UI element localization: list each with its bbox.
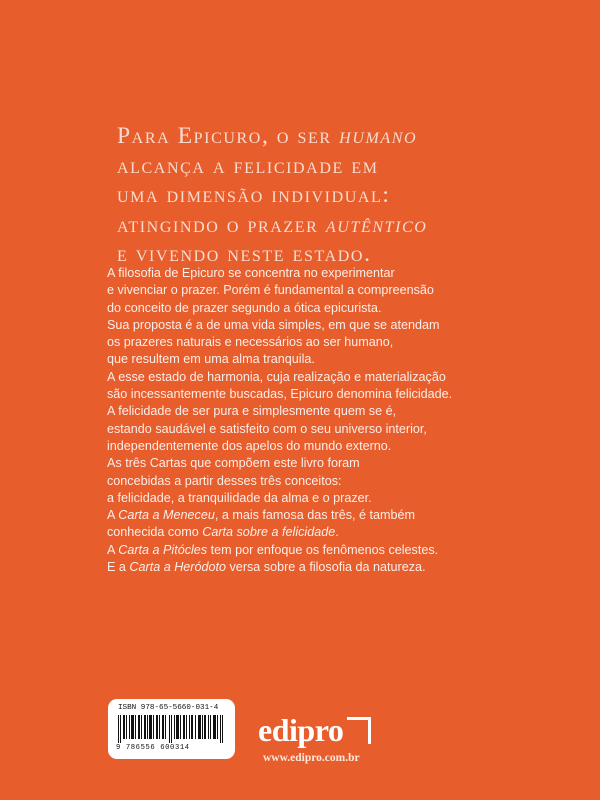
synopsis-line: A felicidade de ser pura e simplesmente quem se é, bbox=[107, 404, 397, 419]
book-title-italic: Carta sobre a felicidade bbox=[202, 525, 336, 540]
synopsis-text-run: , a mais famosa das três, é também bbox=[214, 508, 416, 523]
quote-line: e vivendo neste estado. bbox=[117, 241, 372, 267]
publisher-logo bbox=[258, 713, 376, 753]
quote-text: atingindo o prazer bbox=[117, 211, 326, 238]
synopsis-text-run: A bbox=[107, 508, 119, 523]
barcode-digits: 9 786556 600314 bbox=[116, 744, 190, 752]
synopsis-text-run: tem por enfoque os fenômenos celestes. bbox=[207, 542, 439, 557]
synopsis-line: do conceito de prazer segundo a ótica epicurista. bbox=[107, 300, 382, 315]
synopsis-text bbox=[107, 265, 577, 576]
synopsis-text-run: versa sobre a filosofia da natureza. bbox=[226, 560, 426, 575]
synopsis-text-run: . bbox=[335, 525, 339, 540]
synopsis-line: As três Cartas que compõem este livro foram bbox=[107, 456, 360, 471]
barcode-panel bbox=[108, 699, 235, 759]
quote-emphasis: humano bbox=[339, 123, 418, 149]
book-title-italic: Carta a Pitócles bbox=[118, 542, 208, 557]
synopsis-text-run: A bbox=[107, 542, 119, 557]
quote-line: alcança a felicidade em bbox=[117, 152, 379, 179]
synopsis-line: estando saudável e satisfeito com o seu universo interior, bbox=[107, 421, 427, 436]
book-title-italic: Carta a Meneceu bbox=[118, 508, 215, 523]
synopsis-line: que resultem em uma alma tranquila. bbox=[107, 352, 315, 367]
synopsis-line: concebidas a partir desses três conceitos: bbox=[107, 473, 342, 488]
barcode-icon bbox=[116, 715, 228, 743]
synopsis-line: Sua proposta é a de uma vida simples, em que se atendam bbox=[107, 317, 440, 332]
synopsis-line bbox=[107, 524, 577, 541]
synopsis-line: e vivenciar o prazer. Porém é fundamental a compreensão bbox=[107, 283, 434, 298]
publisher-website: www.edipro.com.br bbox=[263, 752, 360, 764]
synopsis-text-run: conhecida como bbox=[107, 525, 203, 540]
synopsis-text-run: E a bbox=[107, 560, 130, 575]
quote-text: Para Epicuro, o ser bbox=[117, 123, 340, 149]
synopsis-line: independentemente dos apelos do mundo externo. bbox=[107, 438, 392, 453]
synopsis-line: A esse estado de harmonia, cuja realização e materialização bbox=[107, 369, 446, 384]
quote-line bbox=[117, 211, 557, 241]
quote-line bbox=[117, 122, 557, 152]
synopsis-line: A filosofia de Epicuro se concentra no experimentar bbox=[107, 266, 395, 280]
synopsis-line: os prazeres naturais e necessários ao ser humano, bbox=[107, 335, 394, 350]
synopsis-line bbox=[107, 507, 577, 524]
cover-quote bbox=[117, 122, 557, 270]
logo-frame-mark bbox=[347, 717, 371, 744]
synopsis-line bbox=[107, 542, 577, 559]
quote-line: uma dimensão individual: bbox=[117, 182, 391, 208]
book-title-italic: Carta a Heródoto bbox=[129, 560, 227, 575]
isbn-label: ISBN 978-65-5660-031-4 bbox=[118, 704, 219, 712]
quote-emphasis: autêntico bbox=[325, 211, 428, 238]
synopsis-line: a felicidade, a tranquilidade da alma e o prazer. bbox=[107, 490, 372, 505]
synopsis-line: são incessantemente buscadas, Epicuro denomina felicidade. bbox=[107, 387, 453, 402]
synopsis-line bbox=[107, 559, 577, 576]
logo-wordmark: edipro bbox=[258, 712, 344, 748]
